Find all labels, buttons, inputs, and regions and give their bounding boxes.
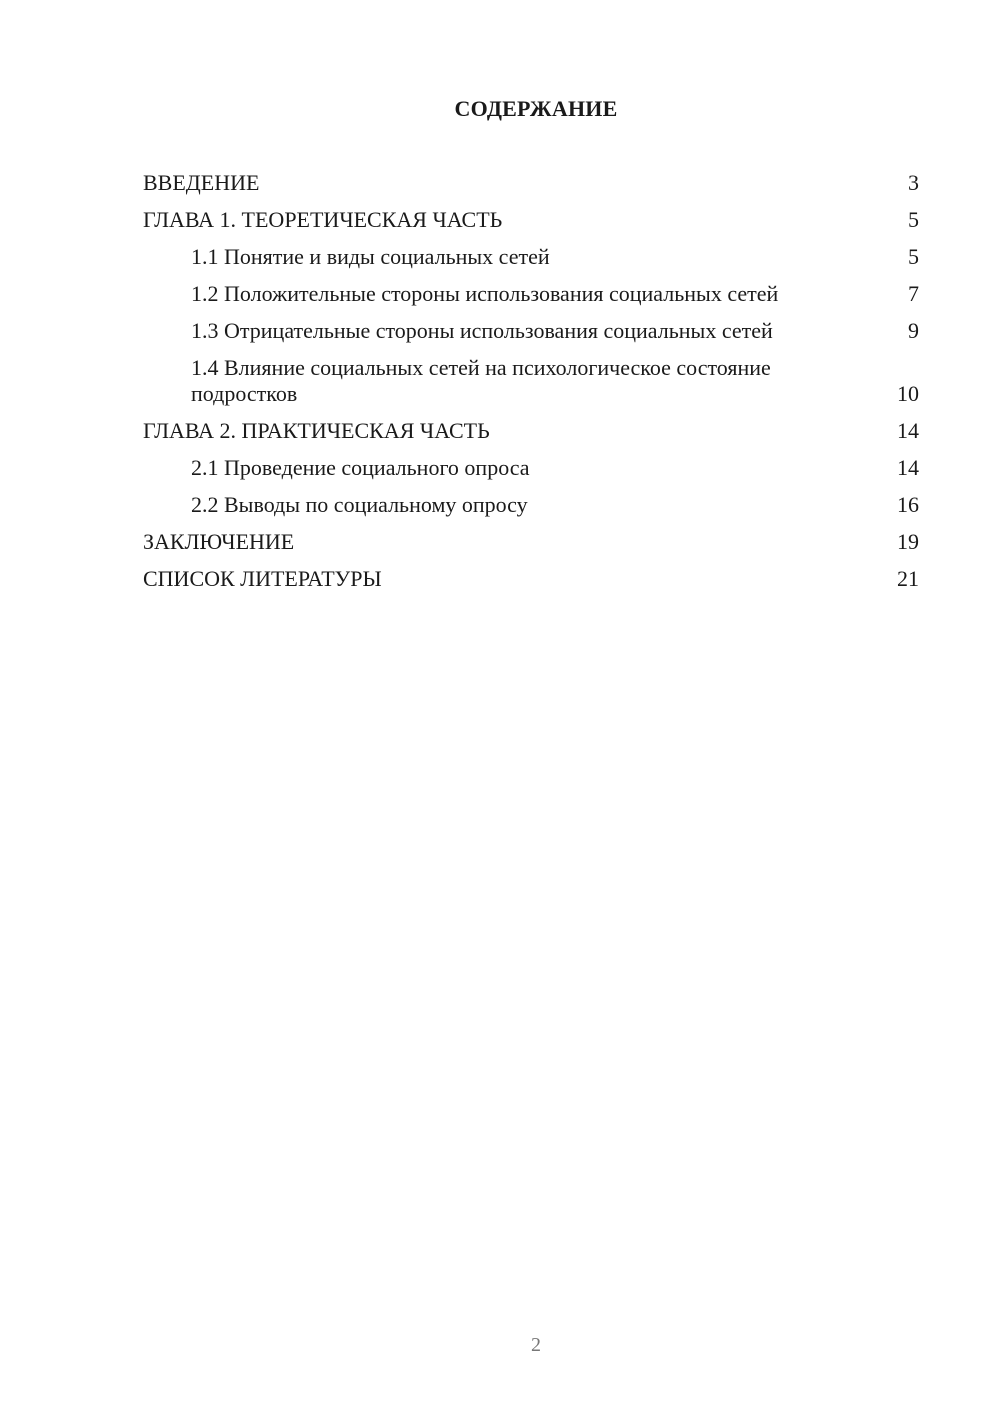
toc-entry-section-1-4[interactable] xyxy=(143,355,919,407)
toc-entry-page: 5 xyxy=(908,244,919,269)
toc-entry-section-1-1[interactable] xyxy=(143,244,919,270)
toc-entry-text: ГЛАВА 1. ТЕОРЕТИЧЕСКАЯ ЧАСТЬ xyxy=(143,207,503,232)
toc-entry-text: 1.3 Отрицательные стороны использования социальных сетей xyxy=(191,318,773,343)
toc-entry-page: 14 xyxy=(897,418,919,443)
toc-entry-introduction[interactable] xyxy=(143,170,919,196)
table-of-contents xyxy=(143,170,919,603)
toc-entry-text: СПИСОК ЛИТЕРАТУРЫ xyxy=(143,566,382,591)
toc-entry-text: 1.2 Положительные стороны использования социальных сетей xyxy=(191,281,779,306)
toc-entry-page: 10 xyxy=(897,381,919,406)
toc-entry-references[interactable] xyxy=(143,566,919,592)
page-number: 2 xyxy=(531,1334,541,1356)
toc-entry-page: 16 xyxy=(897,492,919,517)
toc-entry-section-2-1[interactable] xyxy=(143,455,919,481)
toc-entry-section-1-2[interactable] xyxy=(143,281,919,307)
toc-entry-text: 1.4 Влияние социальных сетей на психологическое состояние подростков xyxy=(191,355,771,406)
toc-entry-page: 5 xyxy=(908,207,919,232)
toc-entry-text: ЗАКЛЮЧЕНИЕ xyxy=(143,529,295,554)
toc-entry-chapter-2[interactable] xyxy=(143,418,919,444)
toc-entry-page: 3 xyxy=(908,170,919,195)
toc-entry-page: 9 xyxy=(908,318,919,343)
toc-entry-page: 21 xyxy=(897,566,919,591)
toc-entry-page: 19 xyxy=(897,529,919,554)
toc-entry-text: 1.1 Понятие и виды социальных сетей xyxy=(191,244,550,269)
toc-entry-page: 7 xyxy=(908,281,919,306)
toc-entry-text: 2.2 Выводы по социальному опросу xyxy=(191,492,528,517)
toc-entry-chapter-1[interactable] xyxy=(143,207,919,233)
toc-entry-text: 2.1 Проведение социального опроса xyxy=(191,455,530,480)
toc-entry-section-1-3[interactable] xyxy=(143,318,919,344)
toc-entry-page: 14 xyxy=(897,455,919,480)
toc-entry-text: ГЛАВА 2. ПРАКТИЧЕСКАЯ ЧАСТЬ xyxy=(143,418,490,443)
toc-entry-conclusion[interactable] xyxy=(143,529,919,555)
page-title: СОДЕРЖАНИЕ xyxy=(454,96,618,121)
toc-entry-section-2-2[interactable] xyxy=(143,492,919,518)
toc-entry-text: ВВЕДЕНИЕ xyxy=(143,170,260,195)
